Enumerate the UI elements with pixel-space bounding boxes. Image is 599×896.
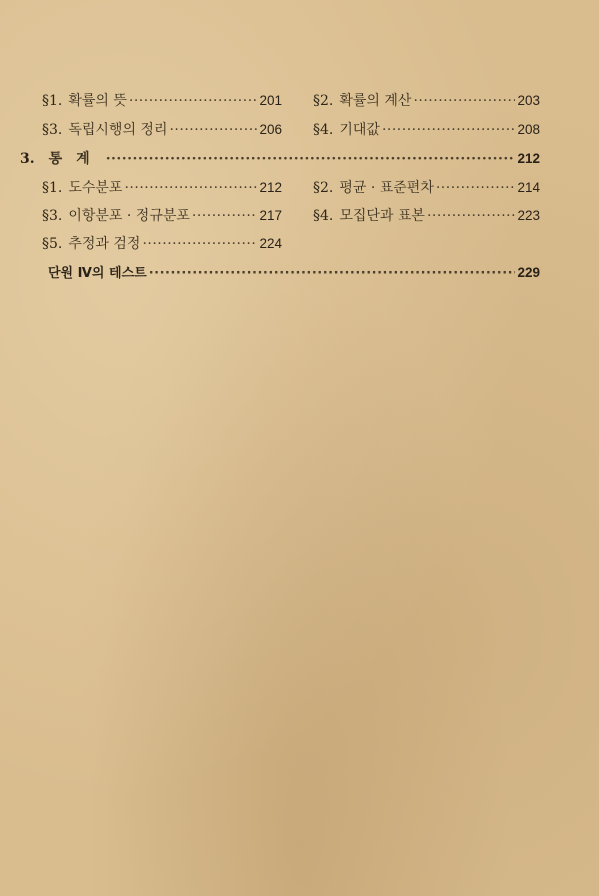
chapter-title: 통계 xyxy=(48,151,104,167)
page-number: 229 xyxy=(517,265,540,280)
section-number: §2. xyxy=(313,180,334,196)
page-number: 206 xyxy=(259,122,282,137)
toc-entry xyxy=(42,90,282,110)
section-title: 도수분포 xyxy=(68,180,123,196)
section-number: §4. xyxy=(313,208,334,224)
toc-entry xyxy=(42,119,282,139)
toc-entry xyxy=(313,90,540,110)
page-number: 203 xyxy=(517,93,540,108)
page-number: 217 xyxy=(259,208,282,223)
toc-entry xyxy=(42,177,282,197)
leader-dots xyxy=(142,236,257,252)
page-number: 214 xyxy=(517,180,540,195)
unit-test-entry xyxy=(48,262,540,281)
leader-dots xyxy=(192,208,258,224)
page-number: 223 xyxy=(517,208,540,223)
page-number: 208 xyxy=(517,122,540,137)
page-number: 224 xyxy=(259,236,282,251)
page-number: 212 xyxy=(517,151,540,166)
section-title: 평균 · 표준편차 xyxy=(339,180,434,196)
section-number: §4. xyxy=(313,122,334,138)
leader-dots xyxy=(129,93,258,109)
section-title: 모집단과 표본 xyxy=(339,208,425,224)
section-number: §1. xyxy=(42,180,63,196)
page-number: 212 xyxy=(259,180,282,195)
section-number: §1. xyxy=(42,93,63,109)
leader-dots xyxy=(413,93,515,109)
toc-entry xyxy=(42,233,282,253)
section-title: 확률의 계산 xyxy=(339,93,412,109)
section-title: 확률의 뜻 xyxy=(68,93,127,109)
toc-entry xyxy=(313,177,540,197)
leader-dots xyxy=(149,266,516,281)
leader-dots xyxy=(427,208,516,224)
section-number: §3. xyxy=(42,208,63,224)
page-number: 201 xyxy=(259,93,282,108)
chapter-number: 3. xyxy=(20,151,35,167)
leader-dots xyxy=(124,180,257,196)
chapter-entry xyxy=(20,148,540,168)
section-number: §2. xyxy=(313,93,334,109)
section-title: 이항분포 · 정규분포 xyxy=(68,208,190,224)
section-title: 독립시행의 정리 xyxy=(68,122,168,138)
toc-entry xyxy=(313,119,540,139)
leader-dots xyxy=(382,122,516,138)
toc-entry xyxy=(42,205,282,225)
leader-dots xyxy=(106,151,516,167)
section-number: §3. xyxy=(42,122,63,138)
leader-dots xyxy=(169,122,257,138)
section-title: 추정과 검정 xyxy=(68,236,141,252)
section-title: 기대값 xyxy=(339,122,380,138)
section-number: §5. xyxy=(42,236,63,252)
toc-entry xyxy=(313,205,540,225)
leader-dots xyxy=(436,180,516,196)
unit-test-title: 단원 Ⅳ의 테스트 xyxy=(48,266,147,281)
